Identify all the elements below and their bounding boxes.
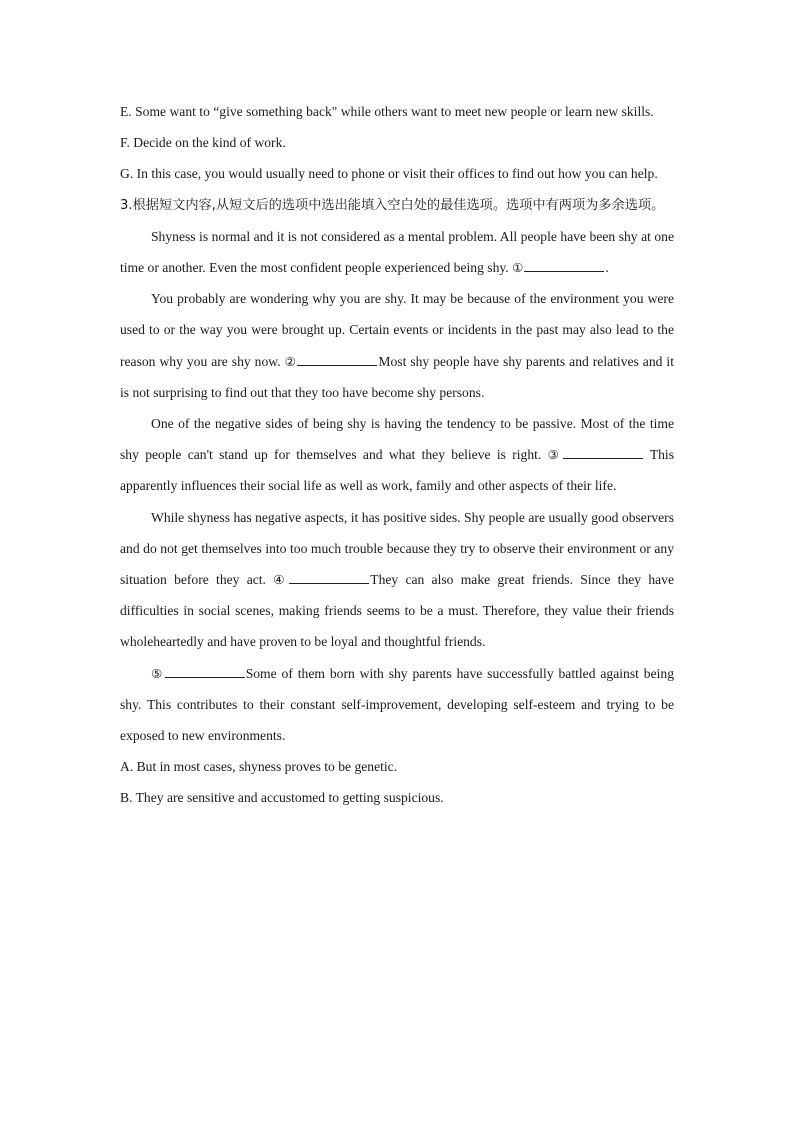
paragraph-1 [120, 221, 674, 283]
option-g: G. In this case, you would usually need to phone or visit their offices to find out how you can help. [120, 166, 658, 182]
paragraph-2 [120, 283, 674, 408]
option-a: A. But in most cases, shyness proves to be genetic. [120, 759, 398, 775]
paragraph-3 [120, 408, 674, 502]
blank-4[interactable] [289, 569, 369, 584]
blank-2[interactable] [297, 351, 377, 366]
paragraph-4 [120, 502, 674, 658]
paragraph-3-text-a: One of the negative sides of being shy is having the tendency to be passive. Most of the time shy people can't stand up for themselves and what they believe is right. [120, 416, 674, 463]
blank-5[interactable] [165, 663, 245, 678]
option-e: E. Some want to “give something back" while others want to meet new people or learn new skills. [120, 104, 654, 119]
paragraph-5-text: Some of them born with shy parents have successfully battled against being shy. This contributes to their constant self-improvement, developing self-esteem and trying to be exposed to new environments. [120, 665, 674, 744]
blank-4-number: ④ [273, 572, 289, 588]
blank-2-number: ② [284, 353, 297, 369]
paragraph-1-text: Shyness is normal and it is not considered as a mental problem. All people have been shy at one time or another. Even the most confident people experienced being shy. [120, 228, 674, 276]
blank-1-period: . [605, 260, 609, 276]
option-f: F. Decide on the kind of work. [120, 135, 286, 151]
paragraph-2-text-a: You probably are wondering why you are shy. It may be because of the environment you were used to or the way you were brought up. Certain events or incidents in the past may also lead to the reason why you are shy now. [120, 291, 674, 369]
paragraph-3-text-b: This apparently influences their social life as well as work, family and other aspects of their life. [120, 447, 674, 494]
paragraph-4-text-b: They can also make great friends. Since they have difficulties in social scenes, making friends seems to be a must. Therefore, they value their friends wholeheartedly and have proven to be loyal and thoughtful friends. [120, 572, 674, 650]
question-3-instruction: 3.根据短文内容,从短文后的选项中选出能填入空白处的最佳选项。选项中有两项为多余选项。 [120, 197, 665, 213]
blank-3-number: ③ [547, 447, 562, 463]
blank-1-number: ① [512, 260, 524, 276]
paragraph-2-text-b: Most shy people have shy parents and relatives and it is not surprising to find out that they too have become shy persons. [120, 353, 674, 400]
paragraph-5 [120, 658, 674, 752]
document-content [120, 96, 674, 814]
blank-5-number: ⑤ [151, 665, 164, 681]
paragraph-4-text-a: While shyness has negative aspects, it has positive sides. Shy people are usually good observers and do not get themselves into too much trouble because they try to observe their environment or any situation before they act. [120, 509, 674, 588]
blank-3[interactable] [563, 444, 643, 459]
blank-1[interactable] [524, 257, 604, 272]
option-b: B. They are sensitive and accustomed to getting suspicious. [120, 790, 444, 806]
